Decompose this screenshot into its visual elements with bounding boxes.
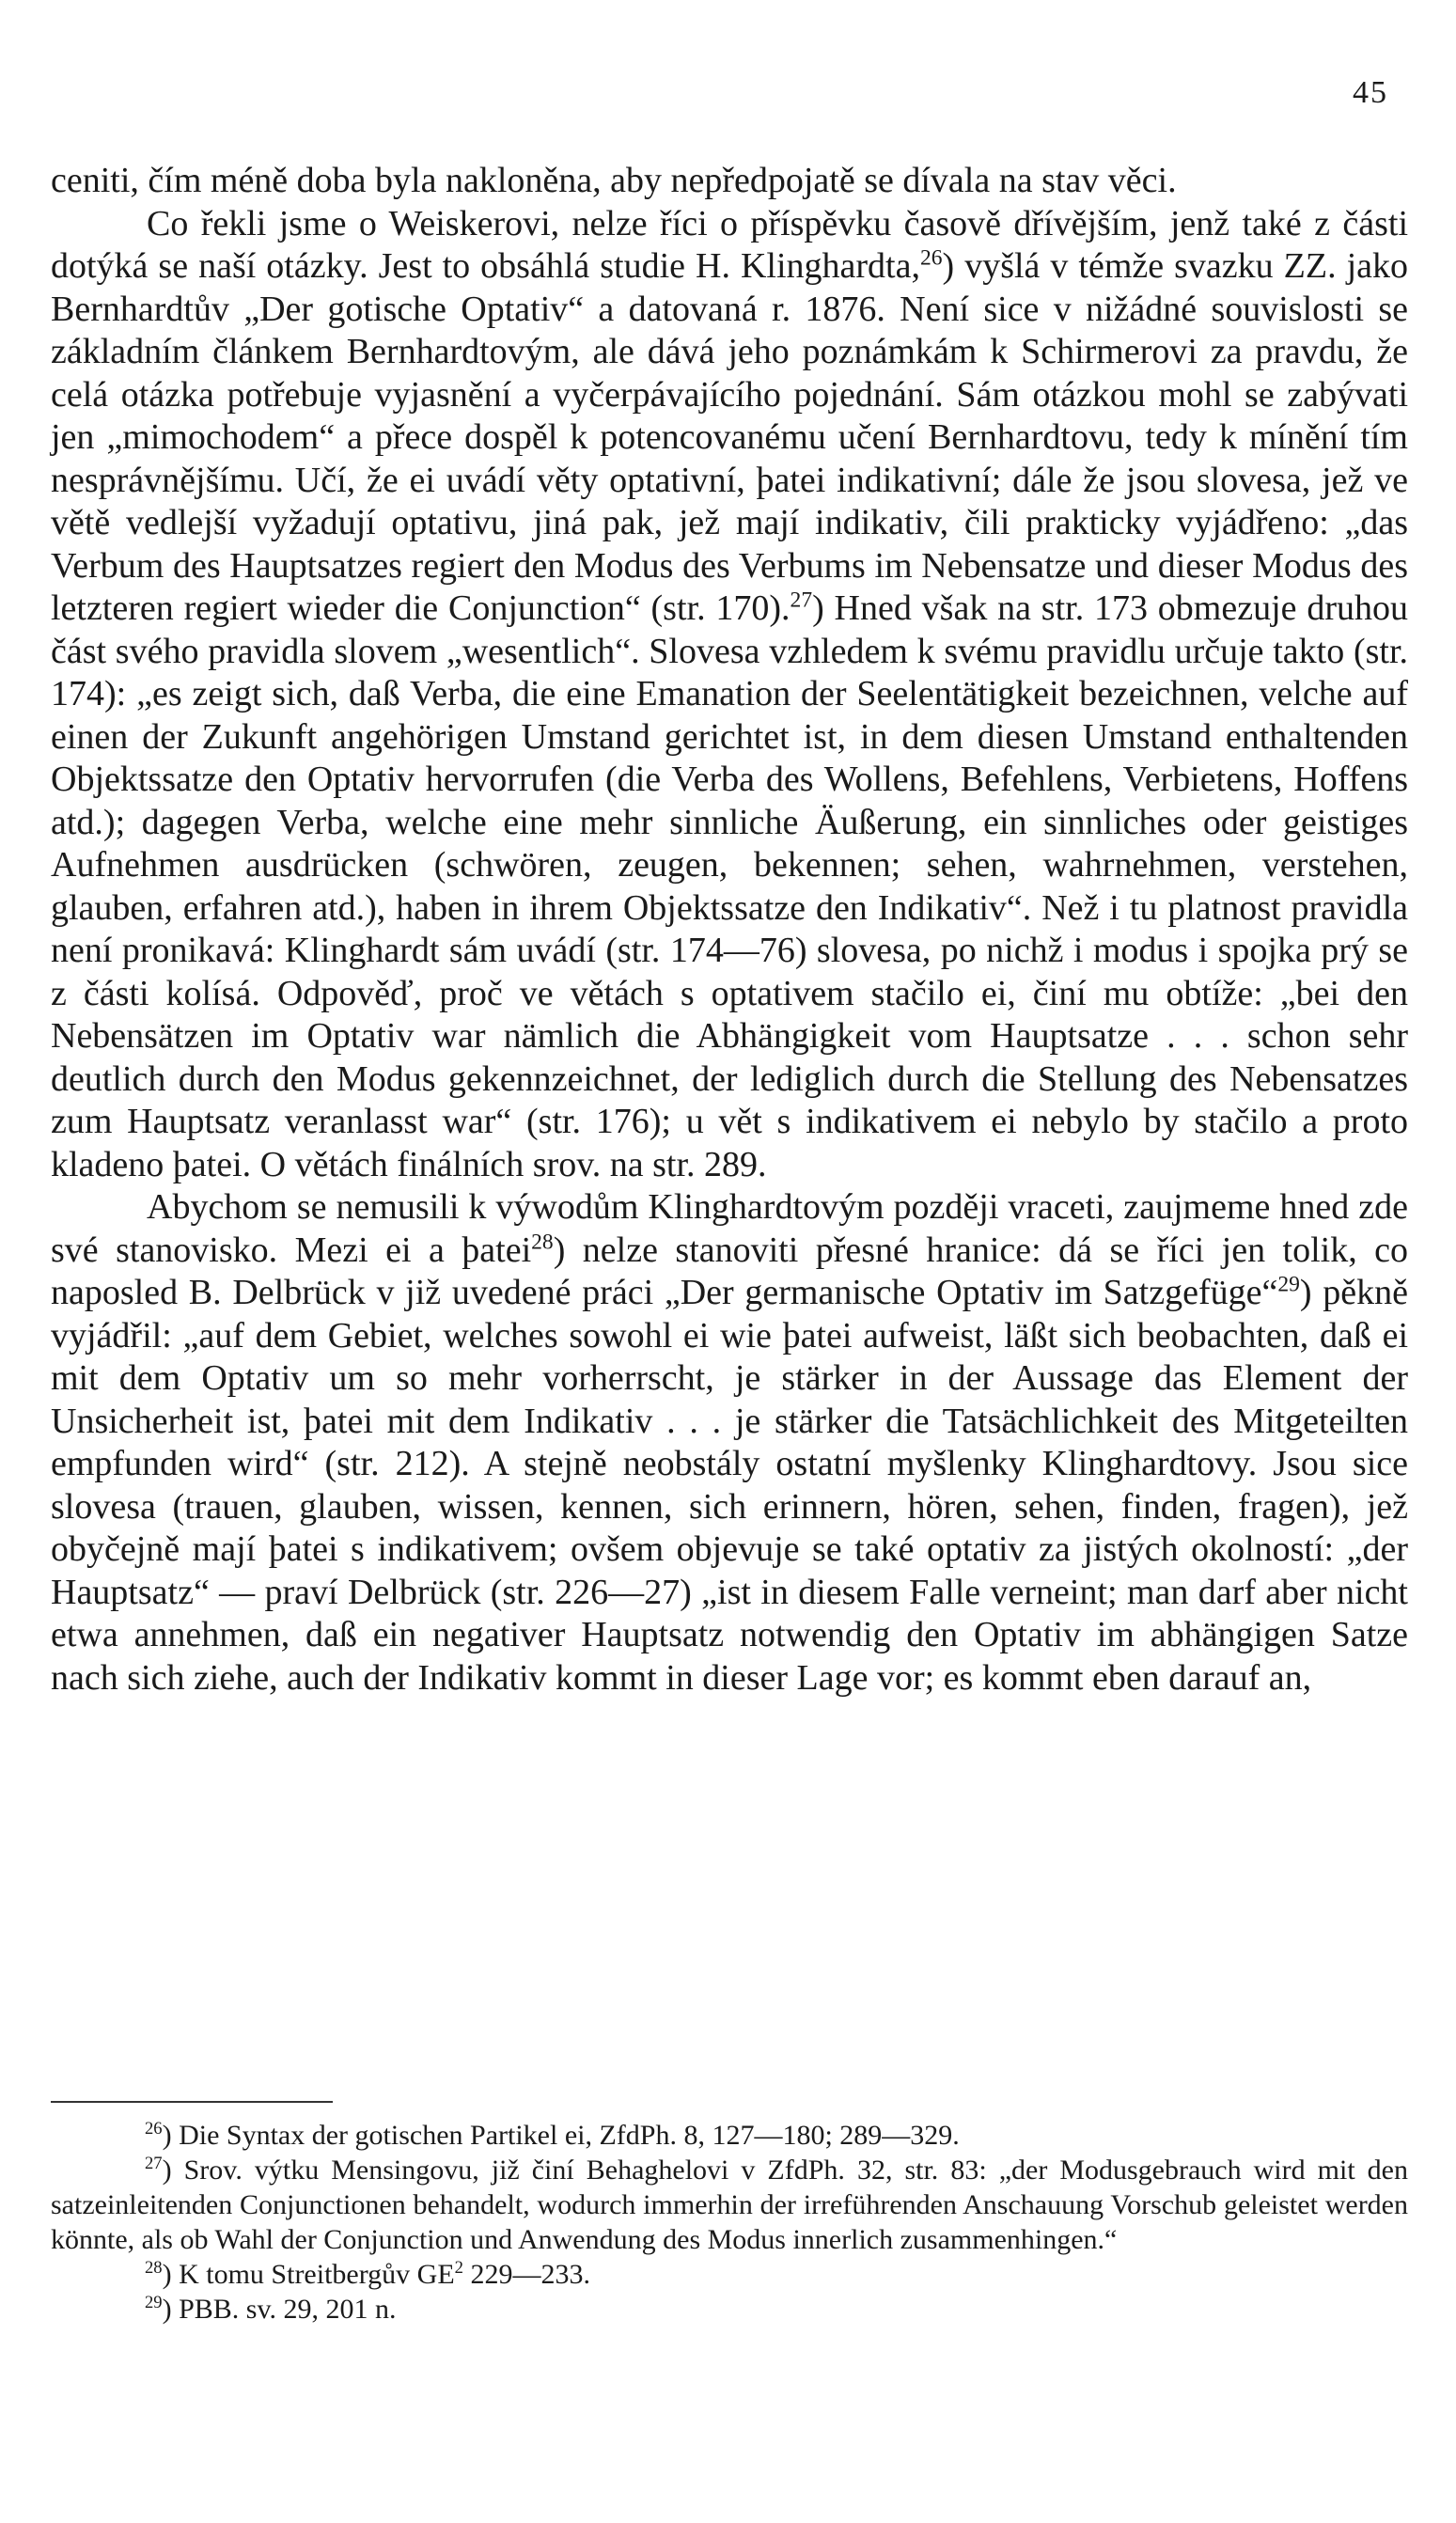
paragraph-1: ceniti, čím méně doba byla nakloněna, aby nepředpojatě se dívala na stav věci. (51, 161, 1177, 200)
footnotes (51, 2118, 1408, 2327)
paragraph-3-part-a: Abychom se nemusili k výwodům Klinghardtovým později vraceti, zaujmeme hned zde své stanovisko. Mezi ei a þatei (51, 1187, 1408, 1270)
footnote-text: ) Srov. výtku Mensingovu, již činí Behaghelovi v ZfdPh. 32, str. 83: „der Modusgebrauch wird mit den satzeinleitenden Conjunctionen behandelt, wodurch immerhin der irreführenden Anschauung Vorschub geleistet werden könnte, als ob Wahl der Conjunction und Anwendung des Modus innerlich zusammenhingen.“ (51, 2155, 1408, 2255)
footnote-mark: 26 (145, 2119, 163, 2139)
footnote-text: ) Die Syntax der gotischen Partikel ei, ZfdPh. 8, 127—180; 289—329. (162, 2120, 960, 2151)
page-number: 45 (1353, 75, 1388, 110)
footnote-text: 229—233. (462, 2259, 590, 2290)
paragraph-2-part-a: Co řekli jsme o Weiskerovi, nelze říci o příspěvku časově dřívějším, jenž také z části dotýká se naší otázky. Jest to obsáhlá studie H. Klinghardta, (51, 203, 1408, 286)
footnote-ref-29: 29 (1277, 1272, 1300, 1297)
paragraph-3-part-c: ) pěkně vyjádřil: „auf dem Gebiet, welches sowohl ei wie þatei aufweist, läßt sich beobachten, daß ei mit dem Optativ um so mehr vorherrscht, je stärker in der Aussage das Element der Unsicherheit ist, þatei mit dem Indikativ . . . je stärker die Tatsächlichkeit des Mitgeteilten empfunden wird“ (str. 212). A stejně neobstály ostatní myšlenky Klinghardtovy. Jsou sice slovesa (trauen, glauben, wissen, kennen, sich erinnern, hören, sehen, finden, fragen), jež obyčejně mají þatei s indikativem; ovšem objevuje se také optativ za jistých okolností: „der Hauptsatz“ — praví Delbrück (str. 226—27) „ist in diesem Falle verneint; man darf aber nicht etwa annehmen, daß ein negativer Hauptsatz notwendig den Optativ im abhängigen Satze nach sich ziehe, auch der Indikativ kommt in dieser Lage vor; es kommt eben darauf an, (51, 1273, 1408, 1698)
footnote-27 (51, 2153, 1408, 2257)
footnote-text: ) PBB. sv. 29, 201 n. (162, 2294, 397, 2325)
footnote-divider (51, 2101, 333, 2103)
footnote-mark: 29 (145, 2293, 163, 2312)
body-text (51, 160, 1408, 1700)
footnote-29 (51, 2292, 1408, 2327)
paragraph-2 (51, 203, 1408, 1187)
footnote-text: ) K tomu Streitbergův GE (162, 2259, 455, 2290)
footnote-ref-26: 26 (919, 245, 943, 271)
footnote-ref-27: 27 (790, 588, 813, 613)
footnote-mark: 28 (145, 2258, 163, 2278)
footnote-28 (51, 2257, 1408, 2292)
footnote-mark: 27 (145, 2154, 163, 2173)
paragraph-3 (51, 1186, 1408, 1700)
paragraph-2-part-b: ) vyšlá v témže svazku ZZ. jako Bernhardtův „Der gotische Optativ“ a datovaná r. 1876. Není sice v nižádné souvislosti se základním článkem Bernhardtovým, ale dává jeho poznámkám k Schirmerovi za pravdu, že celá otázka potřebuje vyjasnění a vyčerpávajícího pojednání. Sám otázkou mohl se zabývati jen „mimochodem“ a přece dospěl k potencovanému učení Bernhardtovu, tedy k mínění tím nesprávnějšímu. Učí, že ei uvádí věty optativní, þatei indikativní; dále že jsou slovesa, jež ve větě vedlejší vyžadují optativu, jiná pak, jež mají indikativ, čili prakticky vyjádřeno: „das Verbum des Hauptsatzes regiert den Modus des Verbums im Nebensatze und dieser Modus des letzteren regiert wieder die Conjunction“ (str. 170). (51, 246, 1408, 628)
footnote-26 (51, 2118, 1408, 2153)
paragraph-2-part-c: ) Hned však na str. 173 obmezuje druhou část svého pravidla slovem „wesentlich“. Slovesa vzhledem k svému pravidlu určuje takto (str. 174): „es zeigt sich, daß Verba, die eine Emanation der Seelentätigkeit bezeichnen, velche auf einen der Zukunft angehörigen Umstand gerichtet ist, in dem diesen Umstand enthaltenden Objektssatze den Optativ hervorrufen (die Verba des Wollens, Befehlens, Verbietens, Hoffens atd.); dagegen Verba, welche eine mehr sinnliche Äußerung, ein sinnliches oder geistiges Aufnehmen ausdrücken (schwören, zeugen, bekennen; sehen, wahrnehmen, verstehen, glauben, erfahren atd.), haben in ihrem Objektssatze den Indikativ“. Než i tu platnost pravidla není pronikavá: Klinghardt sám uvádí (str. 174—76) slovesa, po nichž i modus i spojka prý se z části kolísá. Odpověď, proč ve větách s optativem stačilo ei, činí mu obtíže: „bei den Nebensätzen im Optativ war nämlich die Abhängigkeit vom Hauptsatze . . . schon sehr deutlich durch den Modus gekennzeichnet, der lediglich durch die Stellung des Nebensatzes zum Hauptsatz veranlasst war“ (str. 176); u vět s indikativem ei nebylo by stačilo a proto kladeno þatei. O větách finálních srov. na str. 289. (51, 588, 1408, 1184)
edition-superscript: 2 (454, 2258, 463, 2278)
paragraph-3-part-b: ) nelze stanoviti přesné hranice: dá se říci jen tolik, co naposled B. Delbrück v již uvedené práci „Der germanische Optativ im Satzgefüge“ (51, 1230, 1408, 1312)
footnote-ref-28: 28 (531, 1229, 554, 1254)
